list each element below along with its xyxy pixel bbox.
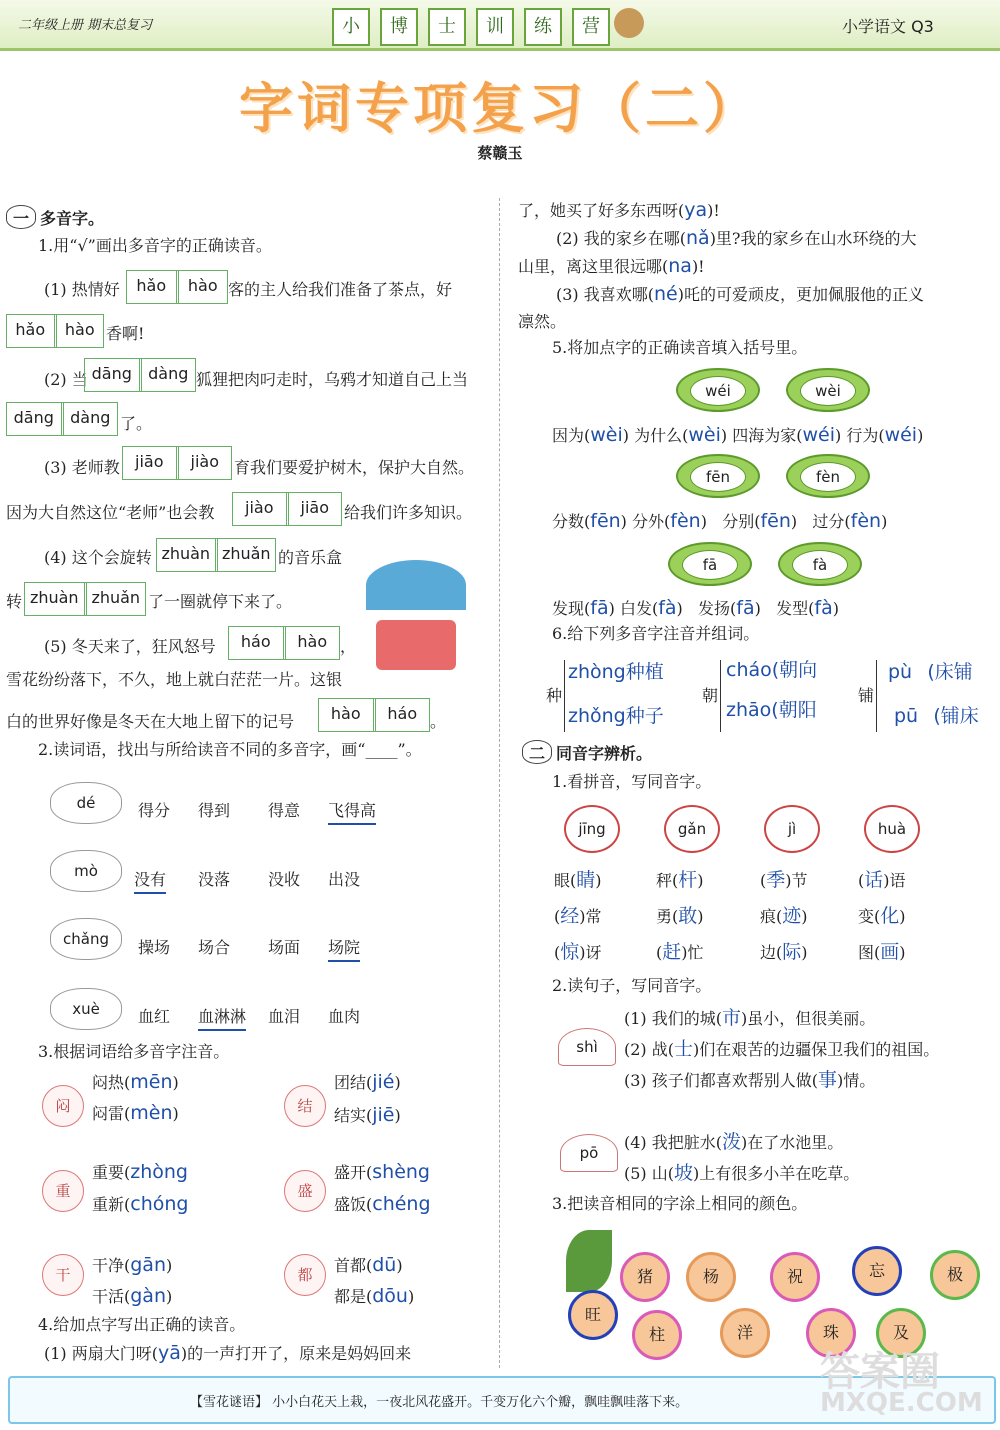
zhuyin-line: 闷雷(mèn) xyxy=(92,1102,179,1124)
section-1-title: 一 多音字。 xyxy=(6,205,104,229)
badge: 小 xyxy=(332,8,370,46)
mushroom-pinyin: pō xyxy=(560,1134,618,1172)
badge: 营 xyxy=(572,8,610,46)
text: 香啊! xyxy=(106,324,145,343)
zhuyin-line: 盛开(shèng xyxy=(334,1161,430,1183)
zhuyin-line: pū (铺床 xyxy=(894,705,979,727)
zhuyin-line: 盛饭(chéng xyxy=(334,1193,431,1215)
fruit-char[interactable]: 杨 xyxy=(686,1252,736,1302)
badge: 博 xyxy=(380,8,418,46)
text: 凛然。 xyxy=(518,312,567,331)
lantern-pinyin: huà xyxy=(864,805,920,853)
lantern-pinyin: jì xyxy=(764,805,820,853)
word: 血红 xyxy=(138,1007,171,1026)
fruit-char[interactable]: 忘 xyxy=(852,1246,902,1296)
turtle-pinyin: fèn xyxy=(786,454,870,498)
music-box-illustration xyxy=(356,540,476,680)
text: (1) 热情好 xyxy=(44,280,120,299)
zhuyin-line: 了，她买了好多东西呀(ya)! xyxy=(518,199,720,221)
pinyin-choice[interactable]: zhuàn zhuǎn xyxy=(24,582,146,616)
badge: 练 xyxy=(524,8,562,46)
zhuyin-line: cháo(朝向 xyxy=(726,659,818,681)
text: 育我们要爱护树木，保护大自然。 xyxy=(234,458,475,477)
answer-row: 因为(wèi) 为什么(wèi) 四海为家(wéi) 行为(wéi) xyxy=(552,424,924,446)
pig-character: 干 xyxy=(42,1254,84,1296)
pinyin-cloud: mò xyxy=(50,850,122,892)
turtle-pinyin: wèi xyxy=(786,368,870,412)
text: (3) 老师教 xyxy=(44,458,120,477)
word-underlined: 飞得高 xyxy=(328,801,376,825)
zhuyin-line: zhòng种植 xyxy=(568,661,664,683)
pinyin-choice[interactable]: dāng dàng xyxy=(6,402,118,436)
badge: 训 xyxy=(476,8,514,46)
turtle-pinyin: wéi xyxy=(676,368,760,412)
word: 得意 xyxy=(268,801,301,820)
cow-mascot-icon xyxy=(614,8,644,38)
watermark: MXQE.COM xyxy=(820,1388,983,1418)
zhuyin-line: 团结(jié) xyxy=(334,1071,401,1093)
zhuyin-line: (1) 两扇大门呀(yā)的一声打开了，原来是妈妈回来 xyxy=(44,1342,412,1364)
zhuyin-line: 重要(zhòng xyxy=(92,1161,188,1183)
text: 雪花纷纷落下，不久，地上就白茫茫一片。这银 xyxy=(6,670,343,689)
word-underlined: 没有 xyxy=(134,870,166,894)
sentence: (4) 我把脏水(泼)在了水池里。 xyxy=(624,1131,844,1153)
fruit-char[interactable]: 柱 xyxy=(632,1310,682,1360)
zhuyin-line: 结实(jiē) xyxy=(334,1104,401,1126)
bracket xyxy=(564,660,565,732)
pinyin-choice[interactable]: háo hào xyxy=(228,626,340,660)
text: 客的主人给我们准备了茶点，好 xyxy=(228,280,453,299)
page-title: 字词专项复习（二） xyxy=(239,77,761,140)
header-right: 小学语文 Q3 xyxy=(842,17,934,36)
fruit-char[interactable]: 猪 xyxy=(620,1252,670,1302)
question-3: 3.根据词语给多音字注音。 xyxy=(38,1042,230,1061)
pig-character: 闷 xyxy=(42,1085,84,1127)
pig-character: 盛 xyxy=(284,1170,326,1212)
text: 的音乐盒 xyxy=(278,548,343,567)
text: 。 xyxy=(430,712,447,731)
question-5: 5.将加点字的正确读音填入括号里。 xyxy=(552,338,808,357)
bracket xyxy=(876,660,877,732)
pinyin-choice[interactable]: zhuàn zhuǎn xyxy=(156,538,276,572)
pig-character: 重 xyxy=(42,1170,84,1212)
watermark: 答案圈 xyxy=(820,1349,940,1395)
zhuyin-line: 山里，离这里很远哪(na)! xyxy=(518,255,705,277)
text: 转 xyxy=(6,592,23,611)
question: 1.看拼音，写同音字。 xyxy=(552,772,712,791)
word: 血泪 xyxy=(268,1007,301,1026)
zhuyin-line: 闷热(mēn) xyxy=(92,1071,179,1093)
word: 没收 xyxy=(268,870,301,889)
zhuyin-line: 干活(gàn) xyxy=(92,1285,173,1307)
lantern-pinyin: gǎn xyxy=(664,805,720,853)
turtle-pinyin: fēn xyxy=(676,454,760,498)
header-left: 二年级上册 期末总复习 xyxy=(18,18,153,33)
sentence: (5) 山(坡)上有很多小羊在吃草。 xyxy=(624,1162,860,1184)
text: 因为大自然这位“老师”也会教 xyxy=(6,503,215,522)
bracket xyxy=(720,660,721,732)
fruit-char[interactable]: 珠 xyxy=(806,1308,856,1358)
sentence: (3) 孩子们都喜欢帮别人做(事)情。 xyxy=(624,1069,876,1091)
pinyin-choice[interactable]: jiào jiāo xyxy=(232,492,342,526)
question: 3.把读音相同的字涂上相同的颜色。 xyxy=(552,1194,808,1213)
sentence: (2) 战(士)们在艰苦的边疆保卫我们的祖国。 xyxy=(624,1038,940,1060)
pinyin-choice[interactable]: hào háo xyxy=(318,698,430,732)
fruit-char[interactable]: 祝 xyxy=(770,1252,820,1302)
fruit-char[interactable]: 旺 xyxy=(568,1290,618,1340)
word: 场合 xyxy=(198,938,231,957)
word: 得到 xyxy=(198,801,231,820)
zhuyin-line: pù (床铺 xyxy=(888,661,973,683)
text: 了。 xyxy=(120,414,153,433)
question: 2.读句子，写同音字。 xyxy=(552,976,712,995)
polyphone-char: 朝 xyxy=(702,686,719,705)
word: 血肉 xyxy=(328,1007,361,1026)
footer-riddle: 【雪花谜语】 小小白花天上栽，一夜北风花盛开。千变万化六个瓣，飘哇飘哇落下来。 xyxy=(190,1395,689,1410)
pinyin-choice[interactable]: hǎo hào xyxy=(126,270,228,304)
pinyin-cloud: xuè xyxy=(50,988,122,1030)
text: 白的世界好像是冬天在大地上留下的记号 xyxy=(6,712,295,731)
question-4: 4.给加点字写出正确的读音。 xyxy=(38,1315,246,1334)
pinyin-choice[interactable]: hǎo hào xyxy=(6,314,104,348)
polyphone-char: 种 xyxy=(546,686,563,705)
pinyin-cloud: dé xyxy=(50,782,122,824)
sentence: (1) 我们的城(市)虽小，但很美丽。 xyxy=(624,1007,876,1029)
polyphone-char: 铺 xyxy=(858,686,875,705)
text: 了一圈就停下来了。 xyxy=(148,592,293,611)
text: 狐狸把肉叼走时，乌鸦才知道自己上当 xyxy=(196,370,469,389)
mushroom-pinyin: shì xyxy=(558,1028,616,1066)
fruit-char[interactable]: 洋 xyxy=(720,1308,770,1358)
word-underlined: 场院 xyxy=(328,938,360,962)
word: 出没 xyxy=(328,870,361,889)
pinyin-choice[interactable]: dāng dàng xyxy=(84,358,196,392)
text: ， xyxy=(340,637,357,656)
zhuyin-line: (2) 我的家乡在哪(nǎ)里?我的家乡在山水环绕的大 xyxy=(556,227,917,249)
question-2: 2.读词语，找出与所给读音不同的多音字，画“____”。 xyxy=(38,740,422,759)
word: 没落 xyxy=(198,870,231,889)
pinyin-choice[interactable]: jiāo jiào xyxy=(122,446,232,480)
badge: 士 xyxy=(428,8,466,46)
fruit-char[interactable]: 极 xyxy=(930,1250,980,1300)
question-1: 1.用“√”画出多音字的正确读音。 xyxy=(38,236,272,255)
answer-row: 分数(fēn) 分外(fèn) 分别(fēn) 过分(fèn) xyxy=(552,510,888,532)
section-number: 一 xyxy=(6,205,36,229)
answer-row: 发现(fā) 白发(fà) 发扬(fā) 发型(fà) xyxy=(552,597,839,619)
question-6: 6.给下列多音字注音并组词。 xyxy=(552,624,760,643)
zhuyin-line: 都是(dōu) xyxy=(334,1285,415,1307)
zhuyin-line: (3) 我喜欢哪(né)吒的可爱顽皮，更加佩服他的正义 xyxy=(556,283,924,305)
pig-character: 都 xyxy=(284,1254,326,1296)
text: (5) 冬天来了，狂风怒号 xyxy=(44,637,216,656)
pinyin-cloud: chǎng xyxy=(50,918,122,960)
fruit-char[interactable]: 及 xyxy=(876,1308,926,1358)
text: 给我们许多知识。 xyxy=(344,503,473,522)
turtle-pinyin: fā xyxy=(668,542,752,586)
section-number: 二 xyxy=(522,740,552,764)
zhuyin-line: zhǒng种子 xyxy=(568,705,664,727)
turtle-pinyin: fà xyxy=(778,542,862,586)
word-underlined: 血淋淋 xyxy=(198,1007,246,1031)
column-divider xyxy=(499,198,500,1368)
word: 操场 xyxy=(138,938,171,957)
zhuyin-line: 重新(chóng xyxy=(92,1193,189,1215)
text: (4) 这个会旋转 xyxy=(44,548,152,567)
text: (2) 当 xyxy=(44,370,88,389)
section-2-title: 二 同音字辨析。 xyxy=(522,740,652,764)
author: 蔡赣玉 xyxy=(477,144,523,162)
zhuyin-line: 干净(gān) xyxy=(92,1254,173,1276)
leaf-icon xyxy=(566,1230,612,1292)
lantern-pinyin: jīng xyxy=(564,805,620,853)
word: 得分 xyxy=(138,801,171,820)
word: 场面 xyxy=(268,938,301,957)
zhuyin-line: 首都(dū) xyxy=(334,1254,403,1276)
pig-character: 结 xyxy=(284,1085,326,1127)
zhuyin-line: zhāo(朝阳 xyxy=(726,699,817,721)
